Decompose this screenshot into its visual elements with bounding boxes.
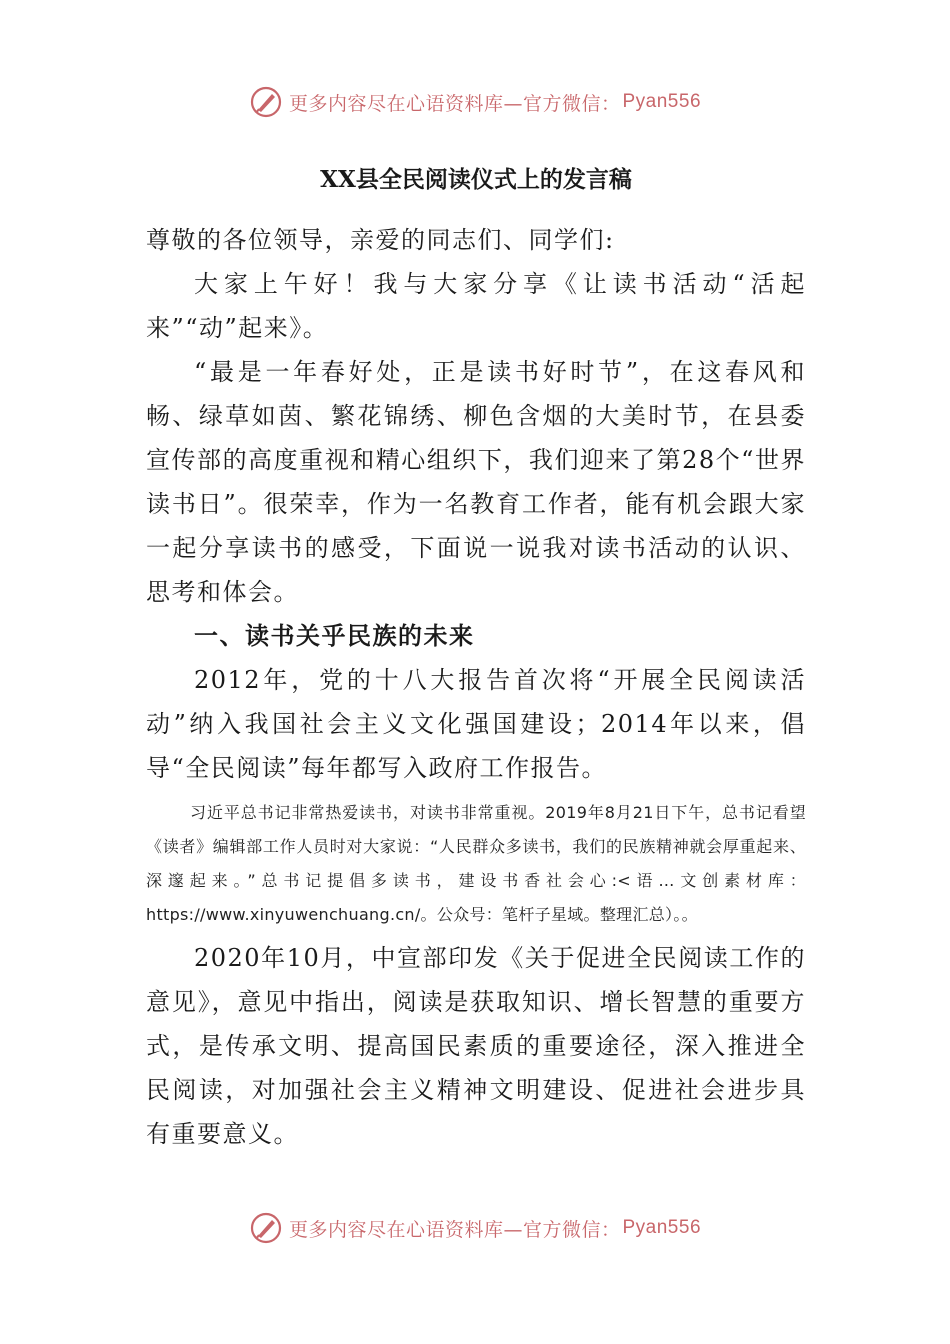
- document-body: [146, 160, 806, 1156]
- document-title: XX县全民阅读仪式上的发言稿: [320, 166, 632, 193]
- banner-text: 更多内容尽在心语资料库—官方微信：: [288, 1218, 621, 1241]
- paragraph-2012: 2012年，党的十八大报告首次将“开展全民阅读活动”纳入我国社会主义文化强国建设；2014年以来，倡导“全民阅读”每年都写入政府工作报告。: [146, 666, 806, 782]
- banner-wechat-id: Pyan556: [622, 91, 702, 112]
- footer-banner: [0, 1208, 950, 1248]
- paragraph-greeting: 大家上午好！我与大家分享《让读书活动“活起来”“动”起来》。: [146, 270, 806, 342]
- header-banner: [0, 82, 950, 122]
- banner-wechat-id: Pyan556: [622, 1217, 702, 1238]
- banner-text: 更多内容尽在心语资料库—官方微信：: [288, 92, 621, 115]
- paragraph-intro: “最是一年春好处，正是读书好时节”，在这春风和畅、绿草如茵、繁花锦绣、柳色含烟的大美时节，在县委宣传部的高度重视和精心组织下，我们迎来了第28个“世界读书日”。很荣幸，作为一名教育工作者，能有机会跟大家一起分享读书的感受，下面说一说我对读书活动的认识、思考和体会。: [146, 358, 806, 606]
- salutation: 尊敬的各位领导，亲爱的同志们、同学们:: [146, 226, 615, 254]
- section-heading-1: 一、读书关乎民族的未来: [194, 621, 475, 650]
- quill-pen-logo-icon: [249, 1211, 283, 1245]
- paragraph-xi-quote: 习近平总书记非常热爱读书，对读书非常重视。2019年8月21日下午，总书记看望《读者》编辑部工作人员时对大家说：“人民群众多读书，我们的民族精神就会厚重起来、深邃起来。”总书记提倡多读书，建设书香社会心:<语…文创素材库：https://www.xinyuwenchuang.cn/。公众号：笔杆子星域。整理汇总）。。: [146, 803, 806, 924]
- paragraph-2020: 2020年10月，中宣部印发《关于促进全民阅读工作的意见》，意见中指出，阅读是获取知识、增长智慧的重要方式，是传承文明、提高国民素质的重要途径，深入推进全民阅读，对加强社会主义精神文明建设、促进社会进步具有重要意义。: [146, 944, 806, 1148]
- quill-pen-logo-icon: [249, 85, 283, 119]
